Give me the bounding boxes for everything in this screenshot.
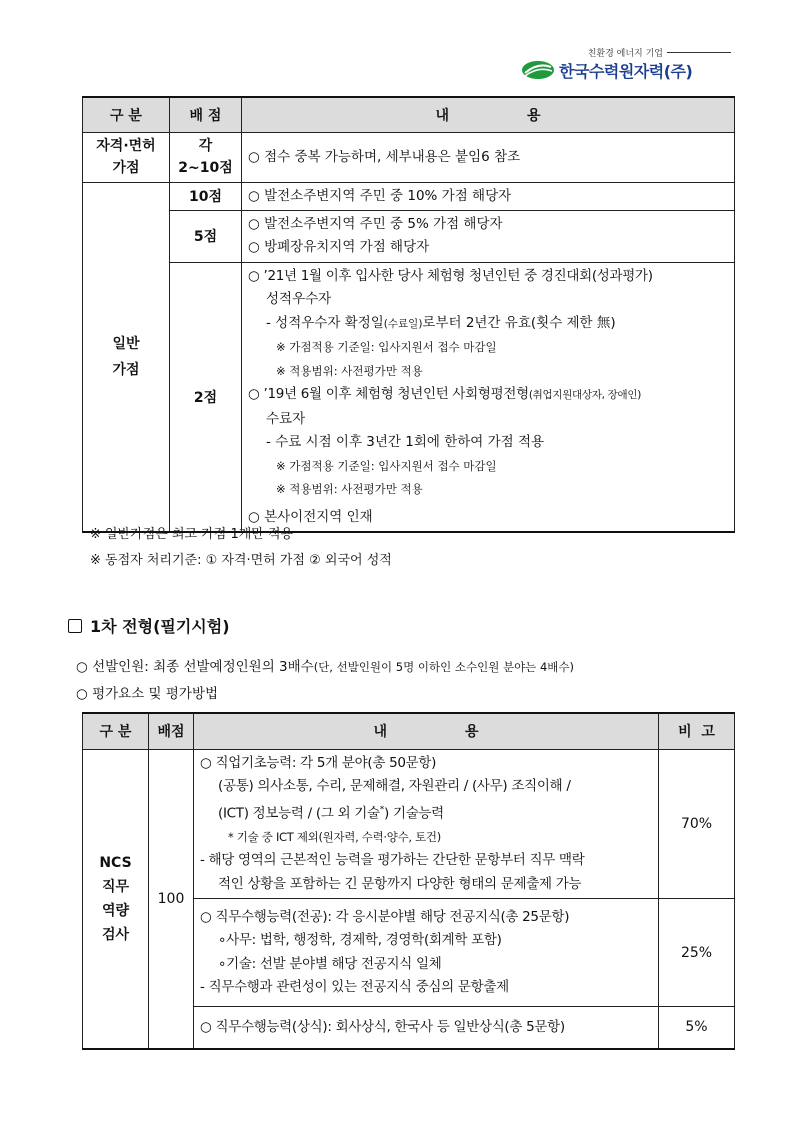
- content-major: ○ 직무수행능력(전공): 각 응시분야별 해당 전공지식(총 25문항) ∘사무: 법학, 행정학, 경제학, 경영학(회계학 포함) ∘기술: 선발 분야별 해당 전공지식 일체 - 직무수행과 관련성이 있는 전공지식 중심의 문항출제: [194, 899, 659, 1007]
- score-license: 각 2~10점: [170, 132, 242, 182]
- header-category: 구 분: [83, 97, 170, 132]
- company-logo: [521, 46, 731, 86]
- category-license: 자격·면허 가점: [83, 132, 170, 182]
- table-row: [83, 182, 735, 210]
- content-5: ○ 발전소주변지역 주민 중 5% 가점 해당자 ○ 방폐장유치지역 가점 해당자: [242, 210, 735, 262]
- category-general: 일반 가점: [83, 182, 170, 532]
- written-test-table: [82, 712, 735, 1050]
- header-score: 배 점: [170, 97, 242, 132]
- table-row: [83, 749, 735, 899]
- content-license: ○ 점수 중복 가능하며, 세부내용은 붙임6 참조: [242, 132, 735, 182]
- header-content: 내 용: [194, 713, 659, 749]
- score-ncs: 100: [149, 749, 194, 1049]
- section-title: 1차 전형(필기시험): [68, 614, 230, 637]
- bonus-points-table: [82, 96, 735, 533]
- table-header-row: [83, 713, 735, 749]
- content-common: ○ 직무수행능력(상식): 회사상식, 한국사 등 일반상식(총 5문항): [194, 1007, 659, 1049]
- score-5: 5점: [170, 210, 242, 262]
- header-score: 배점: [149, 713, 194, 749]
- note-tiebreak: ※ 동점자 처리기준: ① 자격·면허 가점 ② 외국어 성적: [90, 553, 392, 568]
- header-remarks: 비 고: [659, 713, 735, 749]
- header-category: 구 분: [83, 713, 149, 749]
- category-ncs: NCS 직무 역량 검사: [83, 749, 149, 1049]
- logo-tagline: 친환경 에너지 기업: [588, 46, 731, 59]
- table-header-row: [83, 97, 735, 132]
- score-2: 2점: [170, 262, 242, 532]
- score-10: 10점: [170, 182, 242, 210]
- bullet-evaluation: ○ 평가요소 및 평가방법: [76, 686, 219, 702]
- table-row: [83, 262, 735, 532]
- content-2: ○ ’21년 1월 이후 입사한 당사 체험형 청년인턴 중 경진대회(성과평가) 성적우수자 - 성적우수자 확정일(수료일)로부터 2년간 유효(횟수 제한 無) ※ 가점적용 기준일: 입사지원서 접수 마감일 ※ 적용범위: 사전평가만 적용 ○ ’19년 6월 이후 체험형 청년인턴 사회형평전형(취업지원대상자, 장애인) 수료자 - 수료 시점 이후 3년간 1회에 한하여 가점 적용 ※ 가점적용 기준일: 입사지원서 접수 마감일 ※ 적용범위: 사전평가만 적용 ○ 본사이전지역 인재: [242, 262, 735, 532]
- remark-common: 5%: [659, 1007, 735, 1049]
- content-basic: ○ 직업기초능력: 각 5개 분야(총 50문항) (공통) 의사소통, 수리, 문제해결, 자원관리 / (사무) 조직이해 / (ICT) 정보능력 / (그 외 기술*) 기술능력 * 기술 중 ICT 제외(원자력, 수력·양수, 토건) - 해당 영역의 근본적인 능력을 평가하는 간단한 문항부터 직무 맥락 적인 상황을 포함하는 긴 문항까지 다양한 형태의 문제출제 가능: [194, 749, 659, 899]
- header-content: 내 용: [242, 97, 735, 132]
- bullet-selection: ○ 선발인원: 최종 선발예정인원의 3배수(단, 선발인원이 5명 이하인 소수인원 분야는 4배수): [76, 659, 574, 675]
- content-10: ○ 발전소주변지역 주민 중 10% 가점 해당자: [242, 182, 735, 210]
- logo-brand: 한국수력원자력(주): [559, 62, 693, 81]
- section-box-icon: [68, 619, 82, 633]
- note-general-max: ※ 일반가점은 최고 가점 1개만 적용: [90, 527, 294, 542]
- remark-major: 25%: [659, 899, 735, 1007]
- khnp-logo-icon: [521, 60, 555, 80]
- table-row: [83, 132, 735, 182]
- remark-basic: 70%: [659, 749, 735, 899]
- tagline-rule: [667, 52, 731, 53]
- table-row: [83, 210, 735, 262]
